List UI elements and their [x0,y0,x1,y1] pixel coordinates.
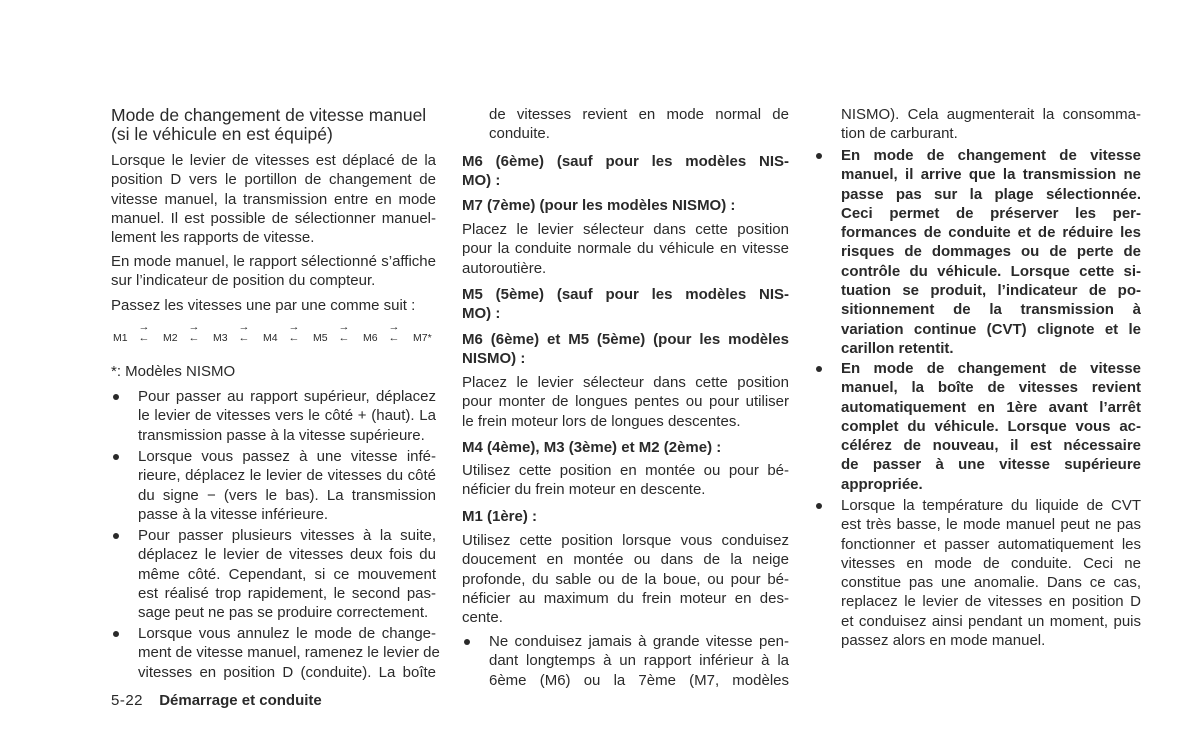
text-line: M1 (1ère) : [462,508,538,525]
bullet-icon [113,394,119,400]
text-line: vitesse manuel, la transmission entre en mode [111,190,436,208]
text-line: 6ème (M6) ou la 7ème (M7, modèles [489,671,789,689]
text-line: M6 (6ème) et M5 (5ème) (pour les modèles [462,331,789,348]
text-line: Placez le levier sélecteur dans cette position [462,374,789,391]
text-line: Lorsque vous passez à une vitesse infé- [138,448,436,465]
bullet-icon [113,631,119,637]
text-line: formances de conduite et de réduire les [841,224,1141,242]
text-line: déplacez le levier de vitesses deux fois du [138,546,436,564]
subheading-m6-m5 [462,330,789,369]
text-line: Placez le levier sélecteur dans cette position [462,221,789,238]
text-line: profonde, du sable ou de la boue, ou pour bé- [462,570,789,588]
gear-label: M1 [113,332,128,344]
text-line: du signe − (vers le bas). La transmission [138,486,436,504]
text-line: passez alors en mode manuel. [841,632,1046,650]
text-line: transmission passe à la vitesse supérieure. [138,426,425,444]
text-line: manuel. Il est possible de sélectionner manuel- [111,209,436,227]
text-line: tion de carburant. [841,125,958,143]
gear-label: M4 [263,332,278,344]
text-line: conduite. [489,125,550,143]
text-line: risques de dommages ou de perte de [841,243,1141,261]
bullet-icon [464,639,470,645]
m5-paragraph [462,373,789,431]
text-line: M4 (4ème), M3 (3ème) et M2 (2ème) : [462,439,722,456]
text-line: MO) : [462,172,501,190]
shift-arrows-icon: → ← [238,321,250,344]
text-line: variation continue (CVT) clignote et le [841,320,1141,338]
text-line: néficier du frein moteur en descente. [462,481,706,499]
continued-text [489,105,789,144]
text-line: pour monter de longues pentes ou pour utiliser [462,393,789,411]
text-line: Lorsque vous annulez le mode de change- [138,625,436,642]
text-line: complet du véhicule. Lorsque vous ac- [841,417,1141,435]
section-title: Démarrage et conduite [159,692,322,709]
text-line: dant longtemps à un rapport inférieur à la [489,652,789,670]
text-line: appropriée. [841,475,923,493]
page-footer [111,692,322,709]
text-line: sitionnement de la transmission à [841,301,1141,319]
text-line: NISMO) : [462,350,526,368]
text-line: doucement en montée ou dans de la neige [462,551,789,569]
m1-paragraph [462,531,789,627]
text-line: ment de vitesse manuel, ramenez le levier de [138,644,440,662]
subheading-m5 [462,285,789,324]
text-line: passe pas sur la plage sélectionnée. [841,185,1141,203]
text-line: carillon retentit. [841,339,954,357]
bullet-icon [816,503,822,509]
bullet-icon [113,454,119,460]
text-line: le levier de vitesses vers le côté + (haut). La [138,407,436,425]
gear-label: M2 [163,332,178,344]
bullet-icon [113,533,119,539]
text-line: automatiquement en 1ère avant l’arrêt [841,398,1141,416]
text-line: manuel, il arrive que la transmission ne [841,166,1141,184]
subheading-m4 [462,438,789,457]
text-line: de passer à une vitesse supérieure [841,456,1141,474]
page-number: 5-22 [111,692,144,709]
heading-line: (si le véhicule en est équipé) [111,124,333,145]
gear-sequence-diagram [111,322,436,352]
text-line: Pour passer au rapport supérieur, déplacez [138,388,436,405]
text-line: même côté. Cependant, si ce mouvement [138,565,436,583]
text-line: sur l’indicateur de position du compteur. [111,272,376,290]
bullet-icon [816,153,822,159]
text-line: Pour passer plusieurs vitesses à la suite, [138,527,436,544]
gear-label: M7* [413,332,432,344]
shift-arrows-icon: → ← [388,321,400,344]
text-line: passe à la vitesse inférieure. [138,505,329,523]
m6-m7-paragraph [462,220,789,278]
text-line: tuation se produit, l’indicateur de po- [841,282,1141,300]
text-line: le frein moteur lors de longues descentes. [462,412,741,430]
text-line: manuel, la boîte de vitesses revient [841,379,1141,397]
subheading-m1 [462,507,789,526]
text-line: contrôle du véhicule. Lorsque cette si- [841,262,1141,280]
continued-text [841,105,1141,144]
text-line: et conduisez ainsi pendant un moment, puis [841,612,1141,630]
text-line: NISMO). Cela augmenterait la consomma- [841,106,1141,123]
shift-arrows-icon: → ← [288,321,300,344]
text-line: pour la conduite normale du véhicule en vitesse [462,240,789,258]
text-line: M6 (6ème) (sauf pour les modèles NIS- [462,153,789,170]
m4-paragraph [462,461,789,500]
text-line: est très basse, le mode manuel peut ne pas [841,516,1141,534]
gear-label: M6 [363,332,378,344]
section-heading [111,105,436,144]
heading-line: Mode de changement de vitesse manuel [111,105,427,125]
text-line: Lorsque le levier de vitesses est déplacé de la [111,152,436,169]
text-line: En mode de changement de vitesse [841,360,1141,377]
text-line: néficier au maximum du frein moteur en des- [462,589,789,607]
text-line: Lorsque la température du liquide de CVT [841,497,1141,514]
text-line: MO) : [462,305,501,323]
text-line: vitesses en position D (conduite). La boîte [138,663,436,681]
text-line: Ne conduisez jamais à grande vitesse pen- [489,633,789,650]
text-line: constitue pas une anomalie. Dans ce cas, [841,574,1141,592]
text-line: vitesses en mode de conduite. Ceci ne [841,554,1141,572]
text-line: est réalisé trop rapidement, le second pas- [138,584,436,602]
shift-arrows-icon: → ← [338,321,350,344]
subheading-m7 [462,196,789,215]
text-line: de vitesses revient en mode normal de [489,106,789,123]
text-line: Utilisez cette position lorsque vous conduisez [462,532,789,549]
shift-arrows-icon: → ← [188,321,200,344]
text-line: rieure, déplacez le levier de vitesses du côté [138,467,436,485]
text-line: lement les rapports de vitesse. [111,229,315,247]
text-line: M7 (7ème) (pour les modèles NISMO) : [462,197,736,214]
text-line: position D vers le portillon de changement de [111,171,436,189]
nismo-note [111,362,436,381]
text-line: fonctionner et passer automatiquement les [841,535,1141,553]
text-line: M5 (5ème) (sauf pour les modèles NIS- [462,286,789,303]
bullet-icon [816,366,822,372]
text-line: En mode de changement de vitesse [841,147,1141,164]
text-line: En mode manuel, le rapport sélectionné s’affiche [111,253,436,270]
text-line: autoroutière. [462,259,547,277]
shift-arrows-icon: → ← [138,321,150,344]
text-line: sage peut ne pas se produire correctement. [138,604,429,622]
text-line: Utilisez cette position en montée ou pour bé- [462,462,789,479]
gear-label: M3 [213,332,228,344]
text-line: *: Modèles NISMO [111,363,236,380]
manual-mode-paragraph [111,252,436,291]
shift-instruction [111,296,436,315]
gear-label: M5 [313,332,328,344]
text-line: célérez de nouveau, il est nécessaire [841,437,1141,455]
text-line: replacez le levier de vitesses en position D [841,593,1141,611]
subheading-m6 [462,152,789,191]
text-line: Ceci permet de préserver les per- [841,204,1141,222]
text-line: Passez les vitesses une par une comme suit : [111,297,416,314]
intro-paragraph [111,151,436,247]
text-line: cente. [462,609,503,627]
